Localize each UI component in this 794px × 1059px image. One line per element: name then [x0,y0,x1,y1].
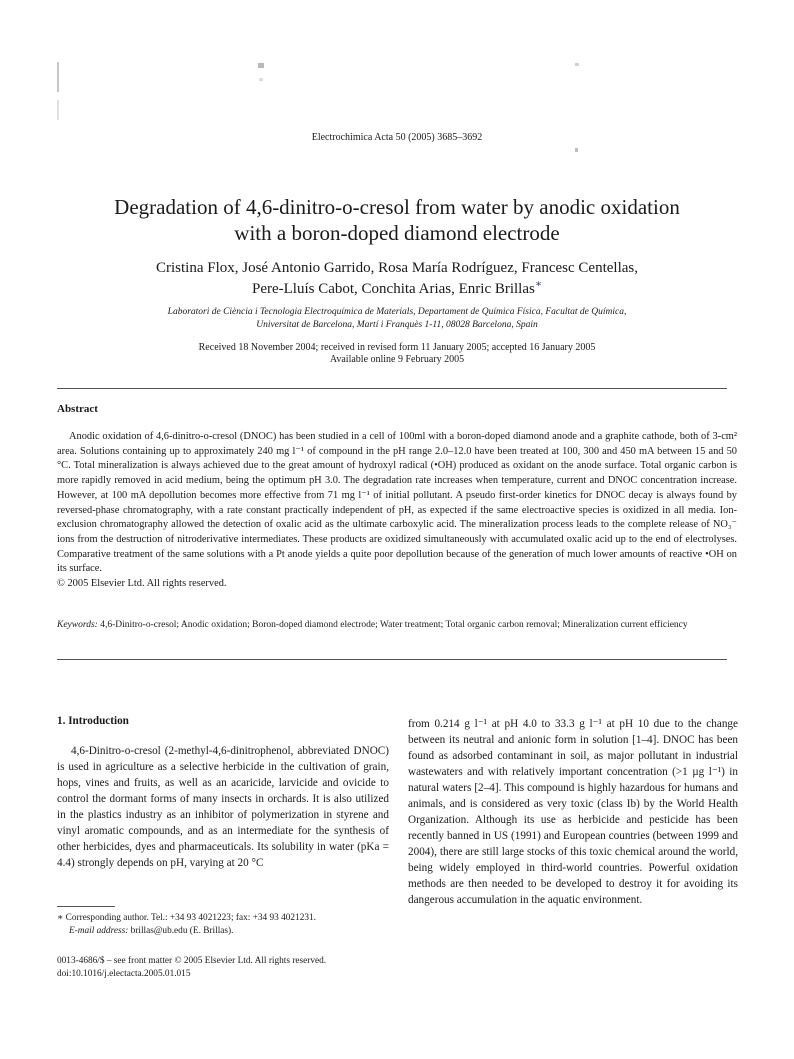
title-line-2: with a boron-doped diamond electrode [234,221,560,245]
doi-line[interactable]: doi:10.1016/j.electacta.2005.01.015 [57,968,191,979]
section-heading-introduction: 1. Introduction [57,715,129,727]
received-dates: Received 18 November 2004; received in revised form 11 January 2005; accepted 16 January 2005 [198,342,596,353]
corresponding-author-note: ∗ Corresponding author. Tel.: +34 93 4021223; fax: +34 93 4021231. [57,913,316,923]
page-footer [57,955,417,980]
intro-paragraph-left: 4,6-Dinitro-o-cresol (2-methyl-4,6-dinitrophenol, abbreviated DNOC) is used in agriculture as a selective herbicide in the cultivation of grain, hops, vines and fruits, as well as an acaricide, larvicide and ovicide to control the dormant forms of many insects in orchards. It is also utilized in the plastics industry as an inhibitor of polymerization in styrene and vinyl aromatic compounds, and as an intermediate for the synthesis of other herbicides, dyes and pharmaceuticals. Its solubility in water (pKa = 4.4) strongly depends on pH, varying at 20 °C [57,745,389,869]
affiliation [60,306,734,332]
keywords-label: Keywords: [57,620,98,630]
footnote [57,912,397,937]
divider-bottom [57,659,727,660]
email-label: E-mail address: [69,925,129,936]
abstract-body [57,430,737,592]
left-column [57,713,389,871]
affiliation-line-2: Universitat de Barcelona, Martí i Franquès 1-11, 08028 Barcelona, Spain [256,320,538,330]
journal-citation: Electrochimica Acta 50 (2005) 3685–3692 [311,132,483,143]
email-address[interactable]: brillas@ub.edu (E. Brillas). [128,925,234,936]
intro-paragraph-right: from 0.214 g l⁻¹ at pH 4.0 to 33.3 g l⁻¹ at pH 10 due to the change between its neutral and anionic form in solution [1–4]. DNOC has been found as adsorbed contaminant in soil, as major pollutant in industrial wastewaters and with relatively important concentration (>1 µg l⁻¹) in natural waters [2–4]. This compound is highly hazardous for humans and animals, and is considered as very toxic (class Ib) by the World Health Organization. Although its use as herbicide and pesticide has been recently banned in US (1991) and European countries (between 1999 and 2004), there are still large stocks of this toxic chemical around the world, being widely employed in third-world countries. Powerful oxidation methods are then needed to be developed to destroy it for avoiding its dangerous accumulation in the aquatic environment. [408,718,738,906]
author-list [60,258,734,300]
keywords [57,619,737,631]
footnote-rule [57,906,115,907]
keywords-text: 4,6-Dinitro-o-cresol; Anodic oxidation; Boron-doped diamond electrode; Water treatment; Total organic carbon removal; Mineralization current efficiency [97,620,688,630]
authors-line-1: Cristina Flox, José Antonio Garrido, Rosa María Rodríguez, Francesc Centellas, [156,260,638,276]
divider-top [57,388,727,389]
corresponding-author-mark[interactable]: ∗ [534,279,542,290]
abstract-heading: Abstract [57,403,98,415]
title-line-1: Degradation of 4,6-dinitro-o-cresol from water by anodic oxidation [114,195,680,219]
issn-line: 0013-4686/$ – see front matter © 2005 Elsevier Ltd. All rights reserved. [57,956,327,966]
article-title [60,194,734,246]
authors-line-2 [60,279,734,300]
right-column [408,716,738,908]
email-note [57,925,397,938]
copyright-notice: © 2005 Elsevier Ltd. All rights reserved. [57,578,227,590]
abstract-text: Anodic oxidation of 4,6-dinitro-o-cresol (DNOC) has been studied in a cell of 100ml with a boron-doped diamond anode and a graphite cathode, both of 3-cm² area. Solutions containing up to approximately 240 mg l⁻¹ of compound in the pH range 2.0–12.0 have been treated at 100, 300 and 450 mA between 15 and 50 °C. Total mineralization is always achieved due to the great amount of hydroxyl radical (•OH) produced as oxidant on the anode surface. Total organic carbon is more rapidly removed in acid medium, being the optimum pH 3.0. The degradation rate increases when temperature, current and DNOC concentration increase. However, at 100 mA depollution becomes more effective from 71 mg l⁻¹ of initial pollutant. A pseudo first-order kinetics for DNOC decay is always found by reversed-phase chromatography, with a rate constant practically independent of pH, as expected if the same electroactive species is oxidized in all media. Ion-exclusion chromatography allowed the detection of oxalic acid as the ultimate carboxylic acid. The mineralization process leads to the complete release of NO₃⁻ ions from the destruction of nitroderivative intermediates. These products are oxidized simultaneously with accumulated oxalic acid up to the end of electrolyses. Comparative treatment of the same solutions with a Pt anode yields a quite poor depollution because of the generation of much lower amounts of reactive •OH on its surface. [57,431,737,575]
online-date: Available online 9 February 2005 [329,354,465,365]
authors-line-2-text: Pere-Lluís Cabot, Conchita Arias, Enric Brillas [251,281,535,297]
article-history [60,342,734,366]
affiliation-line-1: Laboratori de Ciència i Tecnologia Electroquímica de Materials, Departament de Química Física, Facultat de Química, [167,307,627,317]
